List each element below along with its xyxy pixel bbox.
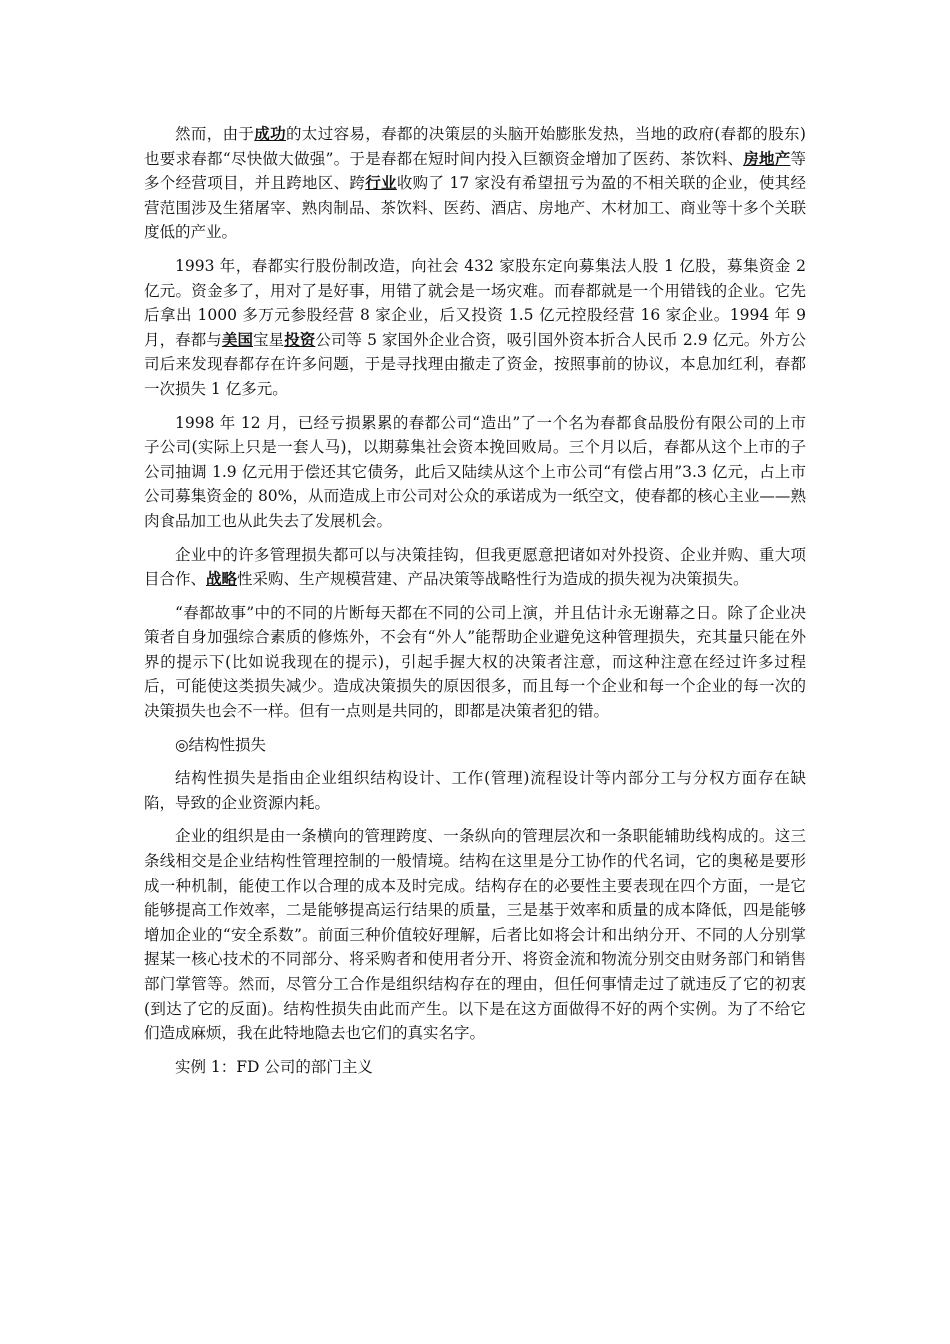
keyword-link[interactable]: 战略 [206, 569, 238, 589]
keyword-link[interactable]: 投资 [284, 329, 316, 349]
text-segment: 性采购、生产规模营建、产品决策等战略性行为造成的损失视为决策损失。 [237, 570, 749, 589]
document-body [144, 122, 806, 1088]
section-heading [144, 733, 806, 758]
text-segment: 实例 1：FD 公司的部门主义 [175, 1057, 373, 1076]
text-segment: 公司等 5 家国外企业合资，吸引国外资本折合人民币 2.9 亿元。外方公司后来发现春都存在许多问题，于是寻找理由撤走了资金，按照事前的协议，本息加红利，春都一次损失 1 亿多元。 [144, 330, 806, 398]
paragraph [144, 411, 806, 534]
text-segment: 等多个经营项目，并且跨地区、跨 [144, 149, 806, 193]
keyword-link[interactable]: 美国 [221, 329, 254, 349]
section-heading [144, 1055, 806, 1080]
paragraph [144, 543, 806, 592]
text-segment: 然而，由于 [175, 125, 255, 143]
text-segment: 1998 年 12 月，已经亏损累累的春都公司“造出”了一个名为春都食品股份有限公司的上市子公司(实际上只是一套人马)，以期募集社会资本挽回败局。三个月以后，春都从这个上市的子公司抽调 1.9 亿元用于偿还其它债务，此后又陆续从这个上市公司“有偿占用”3.3 亿元，占上市公司募集资金的 80%，从而造成上市公司对公众的承诺成为一纸空文，使春都的核心主业——熟肉食品加工也从此失去了发展机会。 [144, 413, 806, 530]
paragraph [144, 601, 806, 724]
text-segment: 企业中的许多管理损失都可以与决策挂钩，但我更愿意把诸如对外投资、企业并购、重大项目合作、 [144, 545, 806, 589]
keyword-link[interactable]: 成功 [254, 124, 287, 143]
text-segment: 1993 年，春都实行股份制改造，向社会 432 家股东定向募集法人股 1 亿股，募集资金 2 亿元。资金多了，用对了是好事，用错了就会是一场灾难。而春都就是一个用错钱的企业。它先后拿出 1000 多万元参股经营 8 家企业，后又投资 1.5 亿元控股经营 16 家企业。1994 年 9 月，春都与 [144, 256, 806, 349]
text-segment: ◎结构性损失 [175, 735, 267, 754]
text-segment: 企业的组织是由一条横向的管理跨度、一条纵向的管理层次和一条职能辅助线构成的。这三条线相交是企业结构性管理控制的一般情境。结构在这里是分工协作的代名词，它的奥秘是要形成一种机制，能使工作以合理的成本及时完成。结构存在的必要性主要表现在四个方面，一是它能够提高工作效率，二是能够提高运行结果的质量，三是基于效率和质量的成本降低，四是能够增加企业的“安全系数”。前面三种价值较好理解，后者比如将会计和出纳分开、不同的人分别掌握某一核心技术的不同部分、将采购者和使用者分开、将资金流和物流分别交由财务部门和销售部门掌管等。然而，尽管分工合作是组织结构存在的理由，但任何事情走过了就违反了它的初衷(到达了它的反面)。结构性损失由此而产生。以下是在这方面做得不好的两个实例。为了不给它们造成麻烦，我在此特地隐去也它们的真实名字。 [144, 827, 806, 1043]
text-segment: 结构性损失是指由企业组织结构设计、工作(管理)流程设计等内部分工与分权方面存在缺陷，导致的企业资源内耗。 [144, 769, 806, 812]
paragraph [144, 122, 806, 245]
text-segment: 的太过容易，春都的决策层的头脑开始膨胀发热，当地的政府(春都的股东)也要求春都“尽快做大做强”。于是春都在短时间内投入巨额资金增加了医药、茶饮料、 [144, 125, 806, 168]
keyword-link[interactable]: 房地产 [743, 148, 791, 168]
paragraph [144, 766, 806, 815]
text-segment: 收购了 17 家没有希望扭亏为盈的不相关联的企业，使其经营范围涉及生猪屠宰、熟肉制品、茶饮料、医药、酒店、房地产、木材加工、商业等十多个关联度低的产业。 [144, 174, 806, 242]
paragraph [144, 824, 806, 1045]
text-segment: “春都故事”中的不同的片断每天都在不同的公司上演，并且估计永无谢幕之日。除了企业决策者自身加强综合素质的修炼外，不会有“外人”能帮助企业避免这种管理损失，充其量只能在外界的提示下(比如说我现在的提示)，引起手握大权的决策者注意，而这种注意在经过许多过程后，可能使这类损失减少。造成决策损失的原因很多，而且每一个企业和每一个企业的每一次的决策损失也会不一样。但有一点则是共同的，即都是决策者犯的错。 [144, 603, 806, 721]
keyword-link[interactable]: 行业 [365, 173, 397, 193]
paragraph [144, 254, 806, 402]
text-segment: 宝星 [253, 330, 285, 349]
